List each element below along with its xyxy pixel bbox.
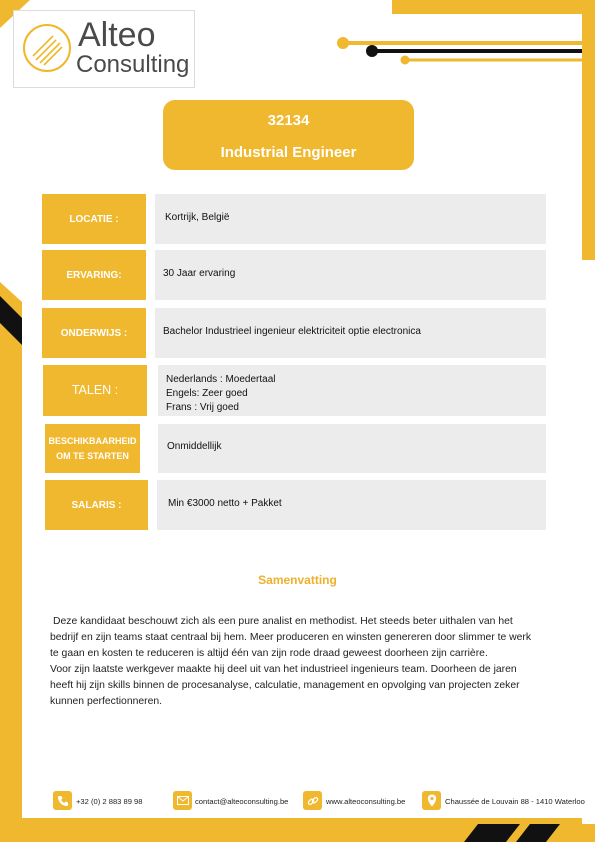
logo-text-line2: Consulting: [76, 51, 190, 78]
experience-label: ERVARING:: [42, 250, 146, 300]
candidate-id: 32134: [267, 112, 310, 129]
header-card: [163, 100, 414, 170]
summary-line: te gaan en kosten te reduceren is altijd één van zijn rode draad geweest doorheen zijn carrière.: [50, 648, 488, 659]
summary-text: [50, 614, 575, 710]
language-line: Engels: Zeer goed: [166, 388, 248, 399]
location-label: LOCATIE :: [42, 194, 146, 244]
location-icon: [422, 791, 441, 810]
summary-title: Samenvatting: [258, 573, 337, 587]
education-value: Bachelor Industrieel ingenieur elektriciteit optie electronica: [155, 308, 546, 358]
phone-icon: [53, 791, 72, 810]
languages-value: [158, 365, 546, 416]
footer-address: Chaussée de Louvain 88 - 1410 Waterloo: [445, 797, 585, 806]
summary-line: bedrijf en zijn teams staat centraal bij hem. Meer produceren en winsten genereren door slimmer te werk: [50, 632, 532, 643]
footer-website[interactable]: www.alteoconsulting.be: [326, 797, 406, 806]
salary-label: SALARIS :: [45, 480, 148, 530]
language-line: Nederlands : Moedertaal: [166, 374, 276, 385]
location-value: Kortrijk, België: [155, 194, 546, 244]
summary-line: kunnen perfectionneren.: [50, 696, 163, 707]
link-icon: [303, 791, 322, 810]
languages-label: TALEN :: [43, 365, 147, 416]
availability-label: BESCHIKBAARHEID OM TE STARTEN: [45, 424, 140, 473]
summary-line: Deze kandidaat beschouwt zich als een pure analist en methodist. Het steeds beter uithalen van het: [53, 616, 513, 627]
company-logo: [13, 10, 195, 88]
education-label: ONDERWIJS :: [42, 308, 146, 358]
job-title: Industrial Engineer: [220, 144, 357, 161]
mail-icon: [173, 791, 192, 810]
summary-line: Voor zijn laatste werkgever maakte hij deel uit van het industrieel ingenieurs team. Doorheen de jaren: [50, 664, 517, 675]
summary-line: heeft hij zijn skills binnen de procesanalyse, calculatie, management en opvolging van projecten zeker: [50, 680, 520, 691]
language-line: Frans : Vrij goed: [166, 402, 239, 413]
footer-phone: +32 (0) 2 883 89 98: [76, 797, 143, 806]
salary-value: Min €3000 netto + Pakket: [157, 480, 546, 530]
availability-value: Onmiddellijk: [158, 424, 546, 473]
logo-emblem-icon: [23, 24, 71, 72]
logo-text-line1: Alteo: [78, 16, 156, 54]
footer-email[interactable]: contact@alteoconsulting.be: [195, 797, 289, 806]
experience-value: 30 Jaar ervaring: [155, 250, 546, 300]
